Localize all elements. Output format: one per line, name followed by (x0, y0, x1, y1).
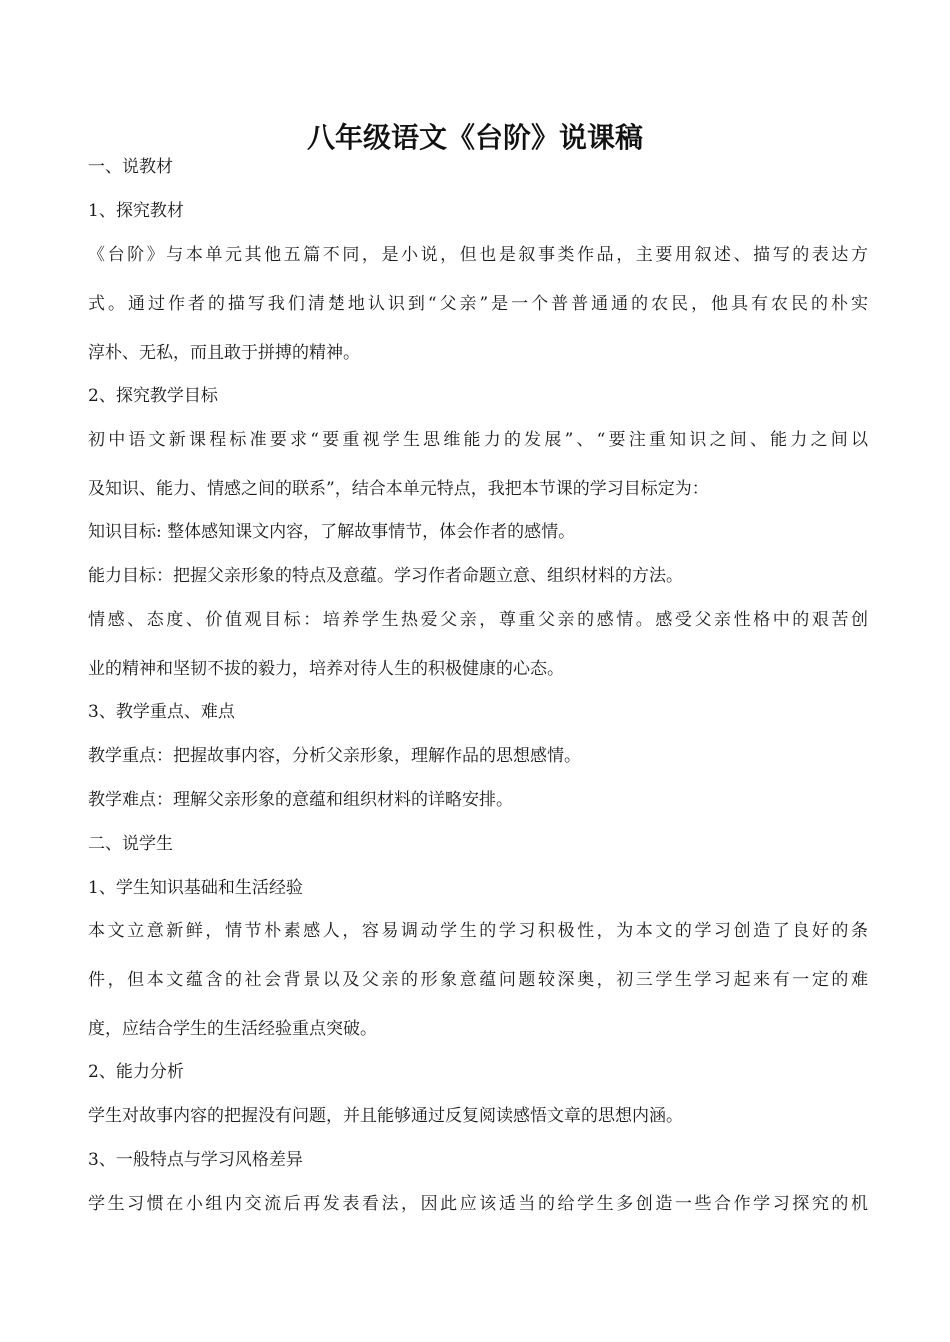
section-heading-textbook: 一、说教材 (88, 157, 173, 177)
knowledge-goal: 知识目标: 整体感知课文内容，了解故事情节，体会作者的感情。 (88, 522, 576, 542)
paragraph-line: 学生对故事内容的把握没有问题，并且能够通过反复阅读感悟文章的思想内涵。 (88, 1106, 683, 1126)
teaching-difficulty: 教学难点：理解父亲形象的意蕴和组织材料的详略安排。 (88, 790, 513, 810)
paragraph-line: 式。通过作者的描写我们清楚地认识到“父亲”是一个普普通通的农民，他具有农民的朴实 (88, 294, 868, 314)
emotion-goal-line: 情感、态度、价值观目标：培养学生热爱父亲，尊重父亲的感情。感受父亲性格中的艰苦创 (88, 610, 868, 630)
section-heading-students: 二、说学生 (88, 834, 173, 854)
document-title: 八年级语文《台阶》说课稿 (306, 121, 643, 154)
paragraph-line: 及知识、能力、情感之间的联系”，结合本单元特点，我把本节课的学习目标定为： (88, 479, 709, 499)
subheading-student-background: 1、学生知识基础和生活经验 (88, 878, 303, 898)
paragraph-line: 学生习惯在小组内交流后再发表看法，因此应该适当的给学生多创造一些合作学习探究的机 (88, 1194, 868, 1214)
subheading-ability-analysis: 2、能力分析 (88, 1062, 184, 1082)
paragraph-line: 《台阶》与本单元其他五篇不同，是小说，但也是叙事类作品，主要用叙述、描写的表达方 (88, 245, 868, 265)
subheading-learning-style: 3、一般特点与学习风格差异 (88, 1150, 303, 1170)
paragraph-line: 初中语文新课程标准要求“要重视学生思维能力的发展”、“要注重知识之间、能力之间以 (88, 430, 868, 450)
paragraph-line: 本文立意新鲜，情节朴素感人，容易调动学生的学习积极性，为本文的学习创造了良好的条 (88, 921, 868, 941)
paragraph-line: 度，应结合学生的生活经验重点突破。 (88, 1019, 377, 1039)
subheading-explore-textbook: 1、探究教材 (88, 201, 184, 221)
ability-goal: 能力目标：把握父亲形象的特点及意蕴。学习作者命题立意、组织材料的方法。 (88, 566, 683, 586)
subheading-key-points: 3、教学重点、难点 (88, 702, 235, 722)
paragraph-line: 淳朴、无私，而且敢于拼搏的精神。 (88, 343, 360, 363)
emotion-goal-line: 业的精神和坚韧不拔的毅力，培养对待人生的积极健康的心态。 (88, 659, 564, 679)
subheading-teaching-goals: 2、探究教学目标 (88, 386, 218, 406)
teaching-focus: 教学重点：把握故事内容，分析父亲形象，理解作品的思想感情。 (88, 746, 581, 766)
paragraph-line: 件，但本文蕴含的社会背景以及父亲的形象意蕴问题较深奥，初三学生学习起来有一定的难 (88, 970, 868, 990)
